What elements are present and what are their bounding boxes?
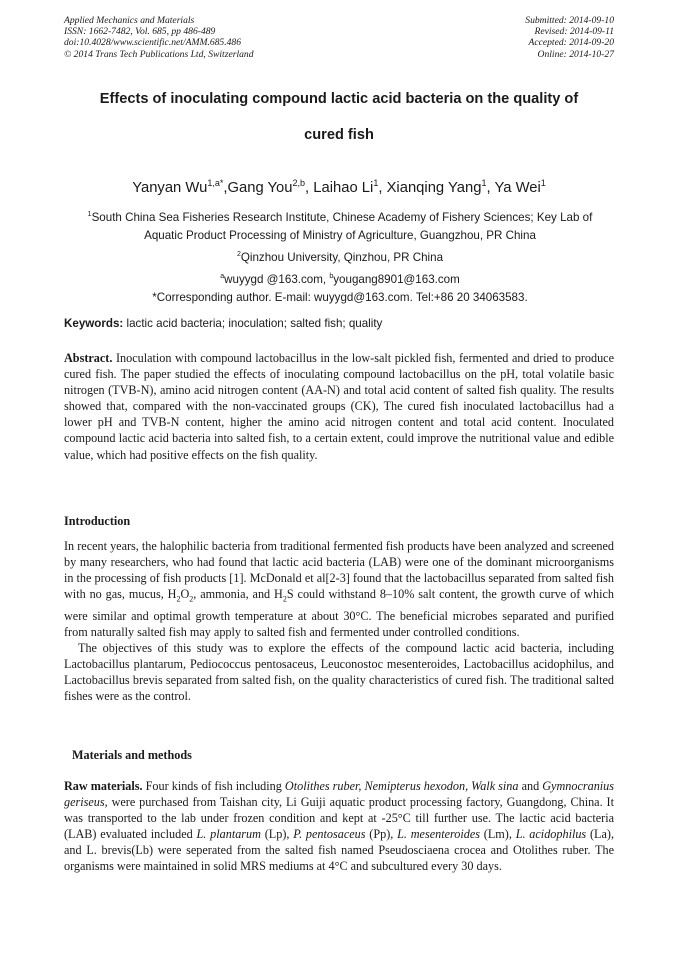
date-accepted: Accepted: 2014-09-20 <box>528 37 614 49</box>
email-mark: b <box>329 272 334 280</box>
abstract-label: Abstract. <box>64 351 113 365</box>
species-name: L. acidophilus <box>515 827 587 842</box>
text-run: In recent years, the halophilic bacteria from traditional fermented fish products have been analyzed and screened by many researchers, who had found that lactic acid bacteria (LAB) were one of the dominant microorganisms in the processing of fish products [1]. McDonald et al[2-3] found that the lactobacillus separated from salted fish with no gas, mucus, H <box>64 539 614 602</box>
subscript: 2 <box>176 594 181 604</box>
affiliation-2-text: Qinzhou University, Qinzhou, PR China <box>240 250 444 264</box>
author-affiliation-mark: 1 <box>373 178 379 188</box>
subscript: 2 <box>282 594 287 604</box>
species-names: Otolithes ruber, Nemipterus hexodon, Walk sina <box>284 779 519 793</box>
text-run: Four kinds of fish including <box>142 779 285 793</box>
paper-title-line-1: Effects of inoculating compound lactic acid bacteria on the quality of <box>99 91 579 107</box>
affiliation-1-line-1: South China Sea Fisheries Research Institute, Chinese Academy of Fishery Sciences; Key Lab of <box>91 210 593 224</box>
author-name: Yanyan Wu <box>132 179 208 196</box>
raw-materials-label: Raw materials. <box>64 779 143 793</box>
author-name: Xianqing Yang <box>386 179 482 196</box>
author-name: Gang You <box>227 179 293 196</box>
journal-info <box>64 15 254 60</box>
text-run: O <box>180 587 190 602</box>
author-affiliation-mark: 1 <box>481 178 487 188</box>
subscript: 2 <box>189 594 194 604</box>
text-run: S could withstand 8–10% salt content, the growth curve of which were similar and optimal growth temperature at about 30°C. The beneficial microbes separated and purified from naturally salted fish may apply to salted fish and fermented under controlled conditions. <box>64 587 614 639</box>
abstract <box>64 350 614 463</box>
author-affiliation-mark: 2,b <box>292 178 306 188</box>
date-revised: Revised: 2014-09-11 <box>534 26 614 38</box>
author-name: Ya Wei <box>494 179 541 196</box>
introduction-paragraph-2: The objectives of this study was to explore the effects of the compound lactic acid bacteria, including Lactobacillus plantarum, Pediococcus pentosaceus, Leuconostoc mesenteroides, Lactobacillus acidophilus, and Lactobacillus brevis separated from salted fish, on the quality characteristics of cured fish. The traditional salted fishes were as the control. <box>64 641 614 704</box>
email-mark: a <box>220 272 225 280</box>
introduction-paragraph-1 <box>64 538 614 640</box>
date-submitted: Submitted: 2014-09-10 <box>525 15 614 26</box>
date-online: Online: 2014-10-27 <box>537 48 614 60</box>
email-a[interactable]: wuyygd @163.com, <box>224 272 330 286</box>
journal-copyright: © 2014 Trans Tech Publications Ltd, Switzerland <box>64 48 254 60</box>
introduction-body <box>64 538 614 704</box>
paper-title-line-2: cured fish <box>304 127 374 143</box>
author-affiliation-mark: 1,a* <box>207 178 224 188</box>
text-run: and <box>518 779 543 793</box>
text-run: , were purchased from Taishan city, Li Guiji aquatic product processing factory, Guangdong, China. It was transported to the lab under frozen condition and kept at -25°C till further use. The lactic acid bacteria (LAB) evaluated included <box>64 795 614 842</box>
species-name: P. pentosaceus <box>293 827 366 842</box>
text-run: (La), and L. brevis(Lb) were seperated from the salted fish named Pseudosciaena crocea and Otolithes ruber. The organisms were maintained in solid MRS mediums at 4°C and subcultured every 30 days. <box>64 827 614 874</box>
journal-issn: ISSN: 1662-7482, Vol. 685, pp 486-489 <box>64 26 216 38</box>
author-emails <box>60 268 620 289</box>
keywords-label: Keywords: <box>64 317 124 330</box>
journal-name: Applied Mechanics and Materials <box>64 15 195 26</box>
section-heading-introduction: Introduction <box>64 514 131 528</box>
keywords <box>64 317 614 330</box>
species-name: L. plantarum <box>196 827 261 842</box>
affiliation-1 <box>60 206 620 227</box>
text-run: (Pp), <box>365 827 398 842</box>
author-list <box>30 178 648 196</box>
affiliation-2 <box>60 246 620 267</box>
journal-doi: doi:10.4028/www.scientific.net/AMM.685.486 <box>64 37 242 49</box>
affiliations <box>60 206 620 308</box>
keywords-text: lactic acid bacteria; inoculation; salted fish; quality <box>123 317 383 330</box>
author-affiliation-mark: 1 <box>540 178 546 188</box>
email-b[interactable]: yougang8901@163.com <box>333 272 460 286</box>
affiliation-1-line-2: Aquatic Product Processing of Ministry of Agriculture, Guangzhou, PR China <box>144 229 536 243</box>
text-run: , ammonia, and H <box>193 587 283 602</box>
text-run: (Lm), <box>480 827 516 842</box>
affiliation-mark: 2 <box>236 251 241 259</box>
author-separator: , <box>305 179 314 196</box>
affiliation-mark: 1 <box>87 211 92 218</box>
author-name: Laihao Li <box>313 179 374 196</box>
author-separator: , <box>223 179 228 196</box>
text-run: (Lp), <box>260 827 294 842</box>
author-separator: , <box>486 179 495 196</box>
submission-dates <box>525 15 614 60</box>
corresponding-author: *Corresponding author. E-mail: wuyygd@163.com. Tel:+86 20 34063583. <box>152 290 528 304</box>
species-name: L. mesenteroides <box>397 827 481 842</box>
species-name: Gymnocranius geriseus <box>64 779 615 810</box>
raw-materials-paragraph <box>64 778 614 875</box>
author-separator: , <box>378 179 387 196</box>
abstract-text: Inoculation with compound lactobacillus in the low-salt pickled fish, fermented and dried to produce cured fish. The paper studied the effects of inoculating compound lactobacillus on the pH, total volatile basic nitrogen (TVB-N), amino acid nitrogen content (AA-N) and total acid content of salted fish quality. The results showed that, compared with the non-vaccinated groups (CK), The cured fish inoculated lactobacillus had a lower pH and TVB-N content, higher the amino acid nitrogen content and total acid content. Inoculated compound lactic acid bacteria into salted fish, to a certain extent, could improve the nutritional value and edible value, which had positive effects on the fish quality. <box>64 351 614 462</box>
section-heading-materials-methods: Materials and methods <box>72 748 192 762</box>
